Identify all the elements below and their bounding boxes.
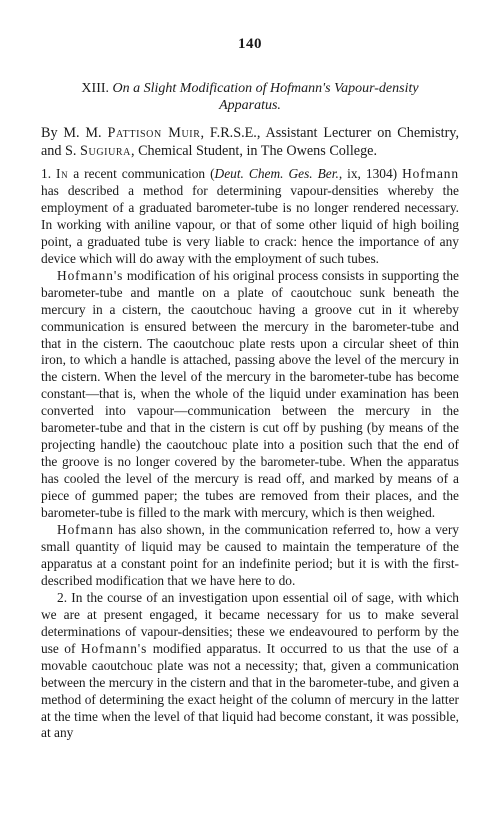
paragraph-1-text-c: has described a method for determining vapour-densities whereby the employment of a graduated barometer-tube is no longer rendered necessary. In working with aniline vapour, or that of some other liquid of high boiling point, a graduated tube is very liable to crack: hence the importance of any device which will do away with the employment of such tubes. — [41, 182, 459, 266]
paragraph-1 — [41, 166, 459, 268]
article-body — [41, 166, 459, 742]
author-reference: Hofmann — [402, 166, 459, 181]
article-title-text: On a Slight Modification of Hofmann's Vapour-density Apparatus. — [112, 81, 419, 113]
paragraph-3 — [41, 522, 459, 590]
author-name-1: Pattison Muir — [107, 125, 201, 141]
paragraph-3-text: has also shown, in the communication referred to, how a very small quantity of liquid may be caused to maintain the temperature of the apparatus at a constant point for an indefinite period; but it is with the first-described modification that we have here to do. — [41, 522, 459, 588]
paragraph-1-text-a: a recent communication ( — [73, 166, 215, 181]
paragraph-2-text: modification of his original process consists in supporting the barometer-tube and mantle on a plate of caoutchouc sunk beneath the mercury in a cistern, the caoutchouc having a groove cut in it whereby communication is ensured between the mercury in the barometer-tube and that in the cistern. The caoutchouc plate rests upon a circular sheet of thin iron, to which a handle is attached, passing above the level of the mercury in the cistern. When the level of the mercury in the barometer-tube has become constant—that is, when the whole of the liquid under examination has been converted into vapour—communication between the mercury in the barometer-tube and that in the cistern is cut off by pushing (by means of the projecting handle) the caoutchouc plate into a position such that the end of the groove is no longer covered by the barometer-tube. When the apparatus has cooled the level of the mercury is read off, and marked by means of a piece of gummed paper; the tubes are removed from their places, and the barometer-tube is filled to the mark with mercury, which is then weighed. — [41, 267, 459, 521]
author-reference: Hofmann — [57, 522, 114, 538]
author-affiliation-1: , F.R.S.E., Assistant Lecturer on Chemistry, and S. — [41, 125, 460, 159]
author-affiliation-2: , Chemical Student, in The Owens College. — [131, 143, 378, 159]
paragraph-1-number: 1. — [41, 166, 52, 181]
author-reference: Hofmann's — [57, 267, 124, 283]
article-title — [60, 80, 440, 114]
paragraph-1-text-b: , ix, 1304) — [338, 166, 398, 181]
page-number: 140 — [238, 36, 262, 52]
author-reference: Hofmann's — [80, 640, 148, 656]
citation-reference: Deut. Chem. Ges. Ber. — [214, 166, 339, 181]
author-byline — [41, 124, 459, 160]
paragraph-2 — [41, 268, 459, 522]
byline-by: By M. M. — [41, 125, 102, 141]
paragraph-1-lead: In — [56, 166, 69, 181]
author-name-2: Sugiura — [80, 143, 131, 159]
paragraph-4-text-a: 2. In the course of an investigation upon essential oil of sage, with which we are at present engaged, it became necessary for us to make several determinations of vapour-densities; these we endeavoured to perform by the use of — [41, 589, 459, 656]
paragraph-4 — [41, 590, 459, 743]
article-title-number: XIII. — [81, 81, 110, 96]
paragraph-4-text-b: modified apparatus. It occurred to us that the use of a movable caoutchouc plate was not a necessity; that, given a communication between the mercury in the cistern and that in the barometer-tube, and given a method of determining the exact height of the column of mercury in the latter at the time when the level of that liquid had become constant, it was possible, at any — [41, 640, 459, 741]
